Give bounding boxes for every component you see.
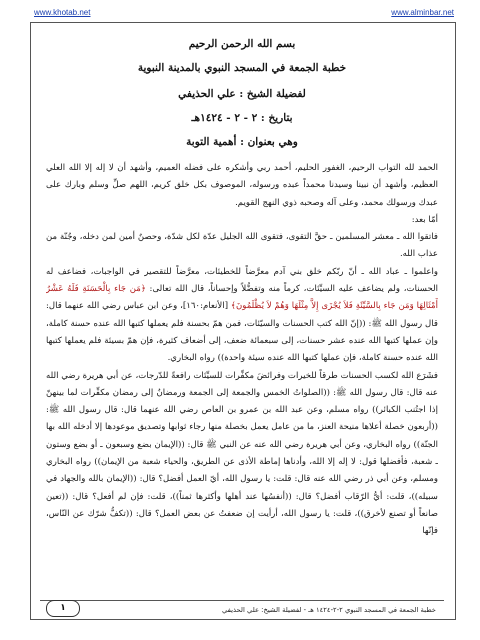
website-link-khotab[interactable]: www.khotab.net [34,8,91,17]
footer-caption: خطبة الجمعة في المسجد النبوي ٢-٢-١٤٢٤ هـ - لفضيلة الشيخ: علي الحذيفي [221,606,436,614]
amma-baad: أمّا بعد: [411,214,438,225]
quran-verse: ﴿مَن جَاء بِالْحَسَنَةِ فَلَهُ عَشْرُ أَمْثَالِهَا وَمَن جَاء بِالسَّيِّئَةِ فَلاَ يُجْزَى إِلاَّ مِثْلَهَا وَهُمْ لاَ يُظْلَمُونَ﴾ [46,284,438,312]
date-line: بتاريخ : ٢ - ٢ - ١٤٢٤هـ [191,112,293,124]
sermon-body [46,160,438,541]
website-link-alminbar[interactable]: www.alminbar.net [391,8,454,17]
subject-line: وهي بعنوان : أهمية التوبة [186,136,298,148]
taqwa-paragraph: فاتقوا الله ـ معشر المسلمين ـ حقَّ التقوى، فتقوى الله الجليل عدّة لكل شدّة، وحصنٌ أمين لمن دخله، وجُنّة من عذاب الله. [46,232,438,260]
page-number: ١ [46,600,80,617]
sermon-title: خطبة الجمعة في المسجد النبوي بالمدينة النبوية [137,62,347,74]
hasanat-intro: واعلموا ـ عباد الله ـ أنّ ربّكم خلق بني آدم معرَّضاً للخطيئات، معرَّضاً للتقصير في الواجبات، فضاعف له الحسنات، ولم يضاعف عليه السيِّئات، كرماً منه وتفضُّلاً وإحساناً، قال الله تعالى: [46,266,438,295]
footer-divider [40,600,444,601]
opening-paragraph: الحمد لله التواب الرحيم، الغفور الحليم، أحمد ربي وأشكره على فضله العميم، وأشهد أن لا إله إلا الله العلي العظيم، وأشهد أن نبينا وسيدنا محمداً عبده ورسوله، الموصوف بكل خلق كريم، اللهم صلِّ وسلم وبارك على عبدك ورسولك محمد، وعلى آله وصحبه ذوي النهج القويم. [46,163,438,208]
mukaffirat-paragraph: فشَرَع الله لكسب الحسنات طرقاً للخيرات وفرائضَ مكفِّرات للسيِّئات رافعةً للدّرجات، عن أبي هريرة رضي الله عنه قال: قال رسول الله ﷺ: ((الصلواتُ الخمس والجمعة إلى الجمعة ورمضانُ إلى رمضان مكفِّرات لما بينهنّ إذا اجتُنب الكبائر)) رواه مسلم، وعن عبد الله بن عمرو بن العاص رضي الله عنهما قال: قال رسول الله ﷺ: ((أربعون خصلة أعلاها منيحة العنز، ما من عامل يعمل بخصلة منها رجاء ثوابها وتصديق موعودها إلا أدخله الله بها الجنّة)) رواه البخاري، وعن أبي هريرة رضي الله عنه عن النبي ﷺ قال: ((الإيمان بضع وسبعون ـ أو بضع وستون ـ شعبة، فأفضلها قول: لا إله إلا الله، وأدناها إماطة الأذى عن الطريق، والحياء شعبة من الإيمان)) رواه البخاري ومسلم، وعن أبي ذر رضي الله عنه قال: قلت: يا رسول الله، أيّ العمل أفضل؟ قال: ((الإيمان بالله والجهاد في سبيله))، قلت: أيُّ الرّقاب أفضل؟ قال: ((أنفسُها عند أهلها وأكثرها ثمناً))، قلت: فإن لم أفعل؟ قال: ((تعين صانعاً أو تصنع لأخرق))، قلت: يا رسول الله، أرأيت إن ضعفتُ عن بعض العمل؟ قال: ((تكفُّ شرّك عن النّاس، فإنّها [46,370,438,537]
hasanat-paragraph [46,264,438,368]
hasanat-hadith: [الأنعام:١٦٠]، وعن ابن عباس رضي الله عنهما قال: قال رسول الله ﷺ: ((إنّ الله كتب الحسنات والسيّئات، فمن همّ بحسنة فلم يعملها كتبها الله عنده حسنة كاملة، وإن عملها كتبها الله عنده عشر حسنات، إلى سبعمائة ضعف، إلى أضعاف كثيرة، فإن همّ بسيئة فلم يعملها كتبها الله عنده حسنة كاملة، فإن عملها كتبها الله عنده سيئة واحدة)) رواه البخاري. [46,301,438,364]
basmala: بسم الله الرحمن الرحيم [188,38,296,50]
preacher-line: لفضيلة الشيخ : علي الحذيفي [178,88,306,100]
